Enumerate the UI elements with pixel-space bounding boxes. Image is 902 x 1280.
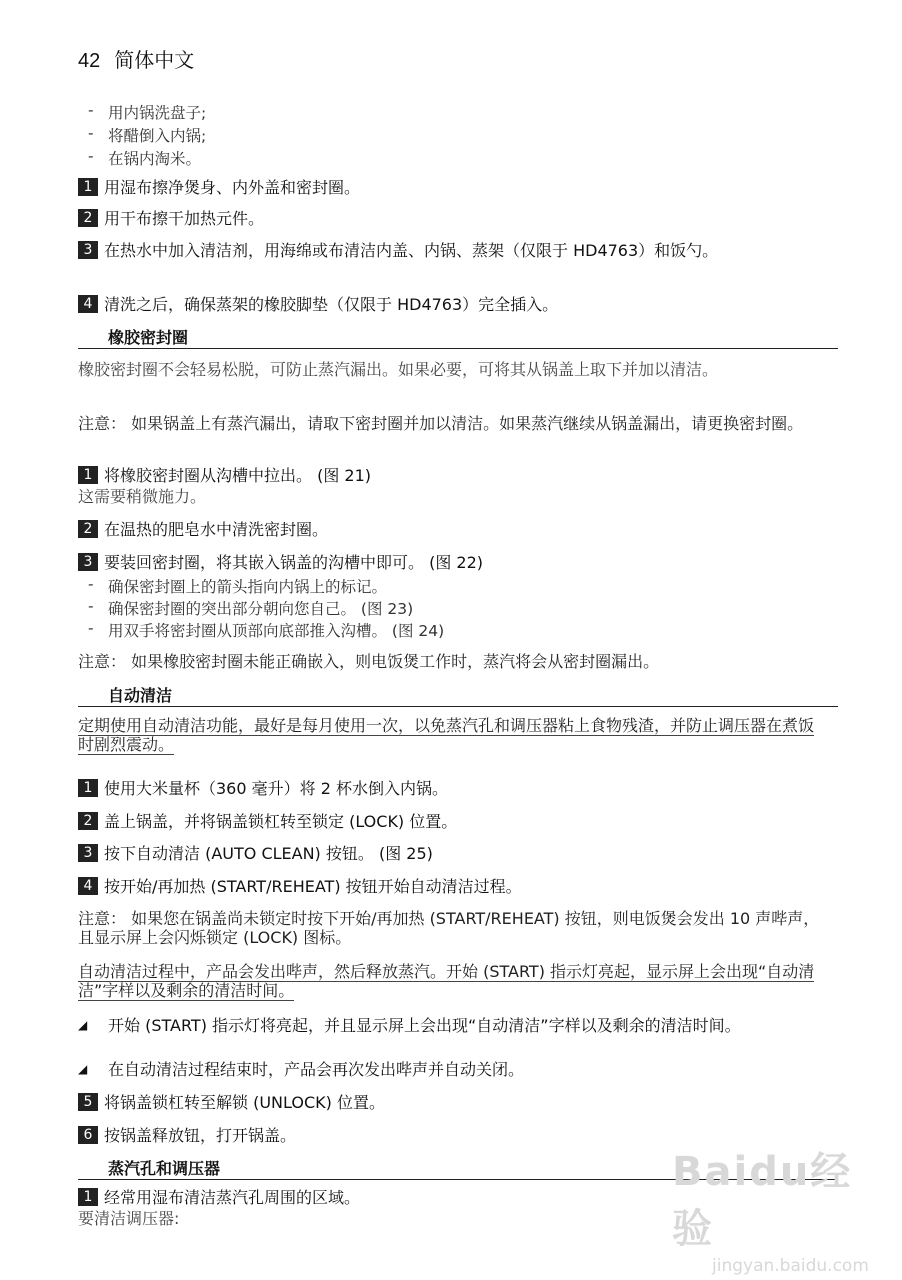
step-number: 1 xyxy=(78,466,98,484)
list-item: - 用双手将密封圈从顶部向底部推入沟槽。 (图 24) xyxy=(88,619,444,641)
section-rule xyxy=(78,348,838,349)
step-item: 6 按锅盖释放钮，打开锅盖。 xyxy=(78,1126,824,1145)
step-number: 2 xyxy=(78,812,98,830)
section-title: 蒸汽孔和调压器 xyxy=(108,1159,221,1178)
section-rule xyxy=(78,706,838,707)
triangle-bullet-icon: ◢ xyxy=(78,1018,88,1032)
step-number: 3 xyxy=(78,844,98,862)
paragraph: 自动清洁过程中，产品会发出哔声，然后释放蒸汽。开始 (START) 指示灯亮起，显示屏上会出现“自动清洁”字样以及剩余的清洁时间。 xyxy=(78,962,815,1000)
list-item: - 用内锅洗盘子; xyxy=(88,101,206,123)
page-header xyxy=(78,44,194,73)
paragraph: 这需要稍微施力。 xyxy=(78,487,207,506)
list-item: - 在锅内淘米。 xyxy=(88,147,201,169)
step-item: 1 将橡胶密封圈从沟槽中拉出。 (图 21) xyxy=(78,466,824,485)
section-title: 橡胶密封圈 xyxy=(108,328,189,347)
step-number: 4 xyxy=(78,877,98,895)
step-item: 2 在温热的肥皂水中清洗密封圈。 xyxy=(78,520,824,539)
section-title: 自动清洁 xyxy=(108,686,173,705)
paragraph: 橡胶密封圈不会轻易松脱，可防止蒸汽漏出。如果必要，可将其从锅盖上取下并加以清洁。 xyxy=(78,360,719,379)
bullet-item: ◢ 在自动清洁过程结束时，产品会再次发出哔声并自动关闭。 xyxy=(78,1060,525,1079)
step-item: 1 使用大米量杯（360 毫升）将 2 杯水倒入内锅。 xyxy=(78,779,824,798)
step-number: 4 xyxy=(78,295,98,313)
bullet-item: ◢ 开始 (START) 指示灯将亮起，并且显示屏上会出现“自动清洁”字样以及剩余的清洁时间。 xyxy=(78,1016,741,1035)
note: 注意： 如果您在锅盖尚未锁定时按下开始/再加热 (START/REHEAT) 按钮，则电饭煲会发出 10 声哔声，且显示屏上会闪烁锁定 (LOCK) 图标。 xyxy=(78,909,820,947)
note: 注意： 如果锅盖上有蒸汽漏出，请取下密封圈并加以清洁。如果蒸汽继续从锅盖漏出，请更换密封圈。 xyxy=(78,414,804,433)
step-item: 1 经常用湿布清洁蒸汽孔周围的区域。 xyxy=(78,1188,824,1207)
step-item: 3 要装回密封圈，将其嵌入锅盖的沟槽中即可。 (图 22) xyxy=(78,553,824,572)
page-number: 42 xyxy=(78,50,101,72)
step-item: 3 按下自动清洁 (AUTO CLEAN) 按钮。 (图 25) xyxy=(78,844,824,863)
step-number: 3 xyxy=(78,553,98,571)
step-item: 2 盖上锅盖，并将锅盖锁杠转至锁定 (LOCK) 位置。 xyxy=(78,812,824,831)
watermark-brand: Baidu经验 xyxy=(672,1149,853,1252)
step-number: 1 xyxy=(78,1188,98,1206)
step-item: 4 按开始/再加热 (START/REHEAT) 按钮开始自动清洁过程。 xyxy=(78,877,824,896)
step-number: 2 xyxy=(78,520,98,538)
triangle-bullet-icon: ◢ xyxy=(78,1062,88,1076)
list-item: - 确保密封圈上的箭头指向内锅上的标记。 xyxy=(88,575,387,597)
list-item: - 将醋倒入内锅; xyxy=(88,124,206,146)
step-number: 3 xyxy=(78,241,98,259)
paragraph: 定期使用自动清洁功能，最好是每月使用一次，以免蒸汽孔和调压器粘上食物残渣，并防止调压器在煮饭时剧烈震动。 xyxy=(78,716,815,754)
paragraph: 要清洁调压器: xyxy=(78,1209,180,1228)
watermark-url: jingyan.baidu.com xyxy=(712,1256,869,1276)
language-label: 简体中文 xyxy=(114,48,195,72)
step-item: 1 用湿布擦净煲身、内外盖和密封圈。 xyxy=(78,178,824,197)
step-item: 4 清洗之后，确保蒸架的橡胶脚垫（仅限于 HD4763）完全插入。 xyxy=(78,295,824,314)
step-number: 2 xyxy=(78,209,98,227)
baidu-watermark xyxy=(672,1140,869,1276)
step-item: 5 将锅盖锁杠转至解锁 (UNLOCK) 位置。 xyxy=(78,1093,824,1112)
step-number: 5 xyxy=(78,1093,98,1111)
note: 注意： 如果橡胶密封圈未能正确嵌入，则电饭煲工作时，蒸汽将会从密封圈漏出。 xyxy=(78,652,660,671)
step-number: 6 xyxy=(78,1126,98,1144)
list-item: - 确保密封圈的突出部分朝向您自己。 (图 23) xyxy=(88,597,413,619)
step-item: 3 在热水中加入清洁剂，用海绵或布清洁内盖、内锅、蒸架（仅限于 HD4763）和饭勺。 xyxy=(78,241,824,260)
step-number: 1 xyxy=(78,178,98,196)
step-item: 2 用干布擦干加热元件。 xyxy=(78,209,824,228)
step-number: 1 xyxy=(78,779,98,797)
